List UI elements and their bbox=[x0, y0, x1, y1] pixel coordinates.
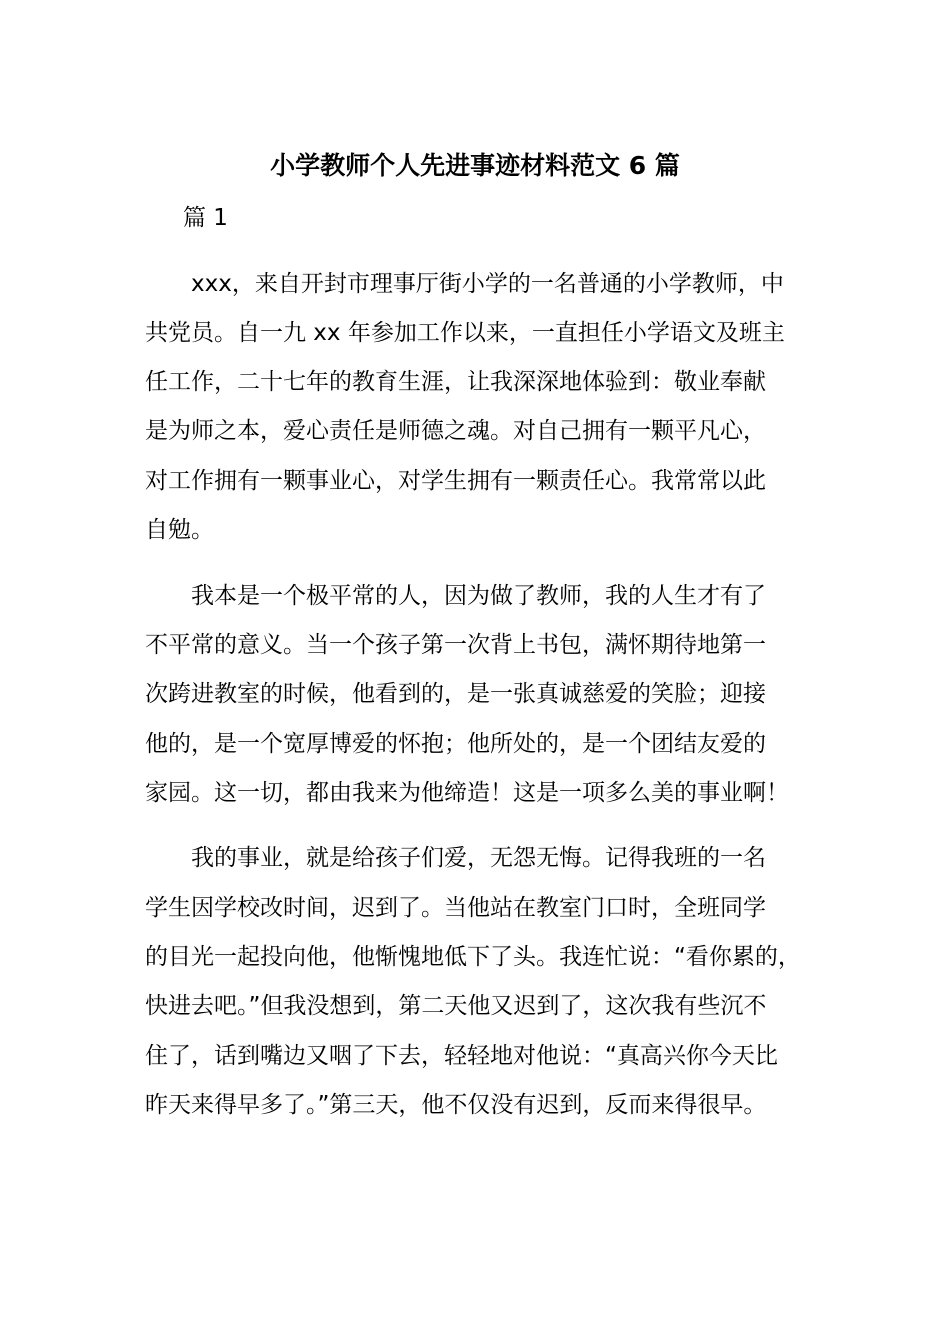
paragraph-2-line-5: 家园。这一切，都由我来为他缔造！这是一项多么美的事业啊！ bbox=[145, 780, 789, 806]
document-title: 小学教师个人先进事迹材料范文 6 篇 bbox=[270, 151, 680, 180]
paragraph-1-line-4: 是为师之本，爱心责任是师德之魂。对自己拥有一颗平凡心， bbox=[145, 418, 766, 444]
paragraph-1-line-5: 对工作拥有一颗事业心，对学生拥有一颗责任心。我常常以此 bbox=[145, 468, 766, 494]
paragraph-3-line-1: 我的事业，就是给孩子们爱，无怨无悔。记得我班的一名 bbox=[191, 845, 766, 871]
paragraph-1-line-3: 任工作，二十七年的教育生涯，让我深深地体验到：敬业奉献 bbox=[145, 369, 766, 395]
paragraph-2-line-2: 不平常的意义。当一个孩子第一次背上书包，满怀期待地第一 bbox=[145, 632, 766, 658]
paragraph-2-line-4: 他的，是一个宽厚博爱的怀抱；他所处的，是一个团结友爱的 bbox=[145, 731, 766, 757]
paragraph-3-line-5: 住了，话到嘴边又咽了下去，轻轻地对他说：“真高兴你今天比 bbox=[145, 1043, 778, 1069]
paragraph-2-line-1: 我本是一个极平常的人，因为做了教师，我的人生才有了 bbox=[191, 583, 766, 609]
paragraph-1-line-2: 共党员。自一九 xx 年参加工作以来，一直担任小学语文及班主 bbox=[145, 320, 785, 346]
paragraph-1-line-1: xxx，来自开封市理事厅街小学的一名普通的小学教师，中 bbox=[191, 271, 784, 297]
paragraph-3-line-3: 的目光一起投向他，他惭愧地低下了头。我连忙说：“看你累的， bbox=[145, 944, 801, 970]
paragraph-3-line-6: 昨天来得早多了。”第三天，他不仅没有迟到，反而来得很早。 bbox=[145, 1092, 767, 1118]
paragraph-3-line-2: 学生因学校改时间，迟到了。当他站在教室门口时，全班同学 bbox=[145, 895, 766, 921]
paragraph-3-line-4: 快进去吧。”但我没想到，第二天他又迟到了，这次我有些沉不 bbox=[145, 993, 767, 1019]
paragraph-2-line-3: 次跨进教室的时候，他看到的，是一张真诚慈爱的笑脸；迎接 bbox=[145, 681, 766, 707]
section-label: 篇 1 bbox=[183, 205, 228, 231]
paragraph-1-line-6: 自勉。 bbox=[145, 517, 214, 543]
